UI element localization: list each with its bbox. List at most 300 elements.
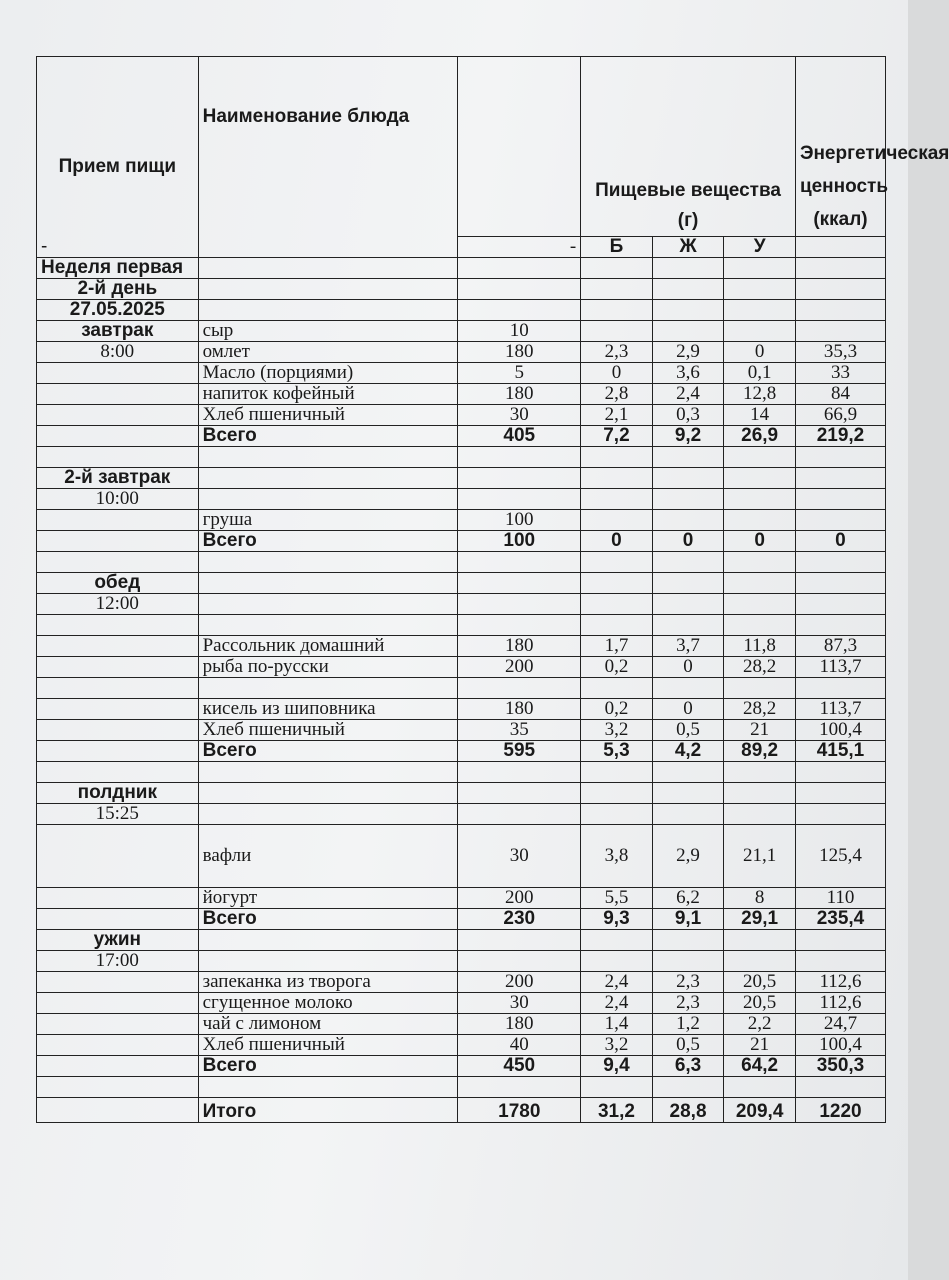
- empty-cell: [458, 552, 581, 573]
- empty-cell: [724, 468, 796, 489]
- table-row: [37, 1035, 886, 1056]
- week-row: [37, 258, 886, 279]
- dish-name: груша: [198, 510, 458, 531]
- dish-kcal: 113,7: [795, 657, 885, 678]
- dish-protein: 1,7: [581, 636, 653, 657]
- spacer-row: [37, 615, 886, 636]
- empty-cell: [37, 657, 199, 678]
- empty-cell: [37, 1098, 199, 1123]
- dish-carbs: 11,8: [724, 636, 796, 657]
- empty-cell: [37, 1077, 199, 1098]
- empty-cell: [37, 510, 199, 531]
- total-row: [37, 1056, 886, 1077]
- empty-cell: [198, 300, 458, 321]
- empty-cell: [581, 468, 653, 489]
- empty-cell: [458, 468, 581, 489]
- dish-kcal: 87,3: [795, 636, 885, 657]
- empty-cell: [652, 258, 724, 279]
- empty-cell: [795, 930, 885, 951]
- table-row: [37, 489, 886, 510]
- dish-protein: 2,3: [581, 342, 653, 363]
- empty-cell: [37, 699, 199, 720]
- dish-carbs: 21: [724, 720, 796, 741]
- empty-cell: [37, 1056, 199, 1077]
- dash-mark: -: [458, 236, 581, 257]
- dish-carbs: 14: [724, 405, 796, 426]
- dish-fat: 3,6: [652, 363, 724, 384]
- table-row: [37, 783, 886, 804]
- dish-carbs: 28,2: [724, 699, 796, 720]
- empty-cell: [581, 447, 653, 468]
- table-row: [37, 510, 886, 531]
- dish-protein: 1,4: [581, 1014, 653, 1035]
- dish-kcal: [795, 510, 885, 531]
- dish-protein: [581, 510, 653, 531]
- empty-cell: [581, 678, 653, 699]
- empty-cell: [724, 573, 796, 594]
- dish-carbs: 0,1: [724, 363, 796, 384]
- weight-column-header: [458, 57, 581, 237]
- empty-cell: [37, 552, 199, 573]
- dish-weight: 180: [458, 699, 581, 720]
- empty-cell: [795, 594, 885, 615]
- total-carbs: 0: [724, 531, 796, 552]
- dish-fat: 2,4: [652, 384, 724, 405]
- total-label: Всего: [198, 1056, 458, 1077]
- meal-time-snack: 15:25: [37, 804, 199, 825]
- empty-cell: [795, 468, 885, 489]
- dish-protein: 2,8: [581, 384, 653, 405]
- empty-cell: [37, 426, 199, 447]
- empty-cell: [795, 258, 885, 279]
- empty-cell: [458, 1077, 581, 1098]
- meal-title-breakfast: завтрак: [37, 321, 199, 342]
- table-row: [37, 594, 886, 615]
- empty-cell: [458, 573, 581, 594]
- empty-cell: [724, 951, 796, 972]
- total-protein: 5,3: [581, 741, 653, 762]
- empty-cell: [37, 615, 199, 636]
- dish-name: вафли: [198, 825, 458, 888]
- empty-cell: [198, 552, 458, 573]
- energy-title: Энергетическая ценность (ккал): [799, 142, 949, 230]
- dish-carbs: 2,2: [724, 1014, 796, 1035]
- carbs-header: У: [724, 236, 796, 257]
- dish-name: сыр: [198, 321, 458, 342]
- dish-name: Хлеб пшеничный: [198, 1035, 458, 1056]
- empty-cell: [724, 783, 796, 804]
- empty-cell: [652, 300, 724, 321]
- empty-cell: [37, 888, 199, 909]
- dish-fat: 2,9: [652, 825, 724, 888]
- header-row: [37, 57, 886, 237]
- empty-cell: [795, 678, 885, 699]
- empty-cell: [652, 762, 724, 783]
- empty-cell: [198, 279, 458, 300]
- table-row: [37, 636, 886, 657]
- empty-cell: [795, 1077, 885, 1098]
- empty-cell: [581, 930, 653, 951]
- empty-cell: [724, 489, 796, 510]
- total-kcal: 0: [795, 531, 885, 552]
- empty-cell: [581, 951, 653, 972]
- protein-header: Б: [581, 236, 653, 257]
- empty-cell: [458, 804, 581, 825]
- empty-cell: [652, 279, 724, 300]
- empty-cell: [37, 972, 199, 993]
- empty-cell: [724, 615, 796, 636]
- empty-cell: [458, 615, 581, 636]
- total-protein: 9,3: [581, 909, 653, 930]
- table-row: [37, 720, 886, 741]
- dish-weight: 180: [458, 636, 581, 657]
- dish-carbs: 20,5: [724, 972, 796, 993]
- empty-cell: [198, 615, 458, 636]
- empty-cell: [581, 552, 653, 573]
- empty-cell: [652, 930, 724, 951]
- empty-cell: [652, 552, 724, 573]
- dish-weight: 180: [458, 384, 581, 405]
- dish-name: йогурт: [198, 888, 458, 909]
- grand-total-carbs: 209,4: [724, 1098, 796, 1123]
- empty-cell: [37, 1014, 199, 1035]
- empty-cell: [458, 594, 581, 615]
- meal-time-lunch: 12:00: [37, 594, 199, 615]
- meal-title-lunch: обед: [37, 573, 199, 594]
- table-row: [37, 804, 886, 825]
- total-protein: 0: [581, 531, 653, 552]
- total-row: [37, 909, 886, 930]
- empty-cell: [37, 909, 199, 930]
- dish-fat: 3,7: [652, 636, 724, 657]
- empty-cell: [795, 804, 885, 825]
- meal-title-dinner: ужин: [37, 930, 199, 951]
- total-protein: 9,4: [581, 1056, 653, 1077]
- empty-cell: [581, 300, 653, 321]
- empty-cell: [581, 1077, 653, 1098]
- empty-cell: [581, 594, 653, 615]
- meal-time-breakfast: 8:00: [37, 342, 199, 363]
- empty-cell: [652, 594, 724, 615]
- empty-cell: [724, 447, 796, 468]
- empty-cell: [37, 720, 199, 741]
- menu-table: [36, 56, 949, 1123]
- dish-weight: 200: [458, 657, 581, 678]
- empty-cell: [37, 447, 199, 468]
- nutrients-title: Пищевые вещества (г): [595, 179, 781, 231]
- total-kcal: 350,3: [795, 1056, 885, 1077]
- empty-cell: [652, 468, 724, 489]
- empty-cell: [795, 552, 885, 573]
- dish-kcal: [795, 321, 885, 342]
- empty-cell: [458, 930, 581, 951]
- table-row: [37, 657, 886, 678]
- dish-name: Хлеб пшеничный: [198, 405, 458, 426]
- dish-weight: 5: [458, 363, 581, 384]
- total-label: Всего: [198, 531, 458, 552]
- empty-cell: [581, 615, 653, 636]
- table-row: [37, 888, 886, 909]
- empty-cell: [37, 741, 199, 762]
- empty-cell: [198, 930, 458, 951]
- dish-protein: 0,2: [581, 699, 653, 720]
- empty-cell: [37, 993, 199, 1014]
- dish-weight: 200: [458, 972, 581, 993]
- dish-name: запеканка из творога: [198, 972, 458, 993]
- day-label: 2-й день: [37, 279, 199, 300]
- dish-weight: 200: [458, 888, 581, 909]
- spacer-row: [37, 678, 886, 699]
- dish-protein: 5,5: [581, 888, 653, 909]
- empty-cell: [458, 447, 581, 468]
- empty-cell: [37, 384, 199, 405]
- dish-carbs: [724, 321, 796, 342]
- empty-cell: [458, 489, 581, 510]
- empty-cell: [37, 762, 199, 783]
- empty-cell: [724, 930, 796, 951]
- empty-cell: [795, 279, 885, 300]
- empty-cell: [198, 678, 458, 699]
- total-weight: 405: [458, 426, 581, 447]
- total-weight: 450: [458, 1056, 581, 1077]
- empty-cell: [198, 447, 458, 468]
- table-row: [37, 825, 886, 888]
- grand-total-label: Итого: [198, 1098, 458, 1123]
- dish-fat: 0: [652, 699, 724, 720]
- empty-cell: [458, 951, 581, 972]
- grand-total-kcal: 1220: [795, 1098, 885, 1123]
- dish-fat: 2,3: [652, 972, 724, 993]
- empty-cell: [198, 1077, 458, 1098]
- total-row: [37, 426, 886, 447]
- dish-weight: 40: [458, 1035, 581, 1056]
- dish-name: сгущенное молоко: [198, 993, 458, 1014]
- dish-kcal: 112,6: [795, 972, 885, 993]
- empty-cell: [581, 804, 653, 825]
- dish-kcal: 125,4: [795, 825, 885, 888]
- empty-cell: [795, 236, 885, 257]
- total-kcal: 235,4: [795, 909, 885, 930]
- total-fat: 9,2: [652, 426, 724, 447]
- total-carbs: 26,9: [724, 426, 796, 447]
- dish-protein: [581, 321, 653, 342]
- total-carbs: 89,2: [724, 741, 796, 762]
- empty-cell: [581, 489, 653, 510]
- dish-protein: 2,4: [581, 972, 653, 993]
- grand-total-row: [37, 1098, 886, 1123]
- day-row: [37, 279, 886, 300]
- spacer-row: [37, 762, 886, 783]
- empty-cell: [581, 783, 653, 804]
- table-row: [37, 1014, 886, 1035]
- empty-cell: [37, 825, 199, 888]
- empty-cell: [652, 489, 724, 510]
- dish-weight: 10: [458, 321, 581, 342]
- dash-mark: -: [41, 236, 48, 257]
- dish-name: рыба по-русски: [198, 657, 458, 678]
- empty-cell: [198, 573, 458, 594]
- dish-fat: 0,3: [652, 405, 724, 426]
- empty-cell: [652, 783, 724, 804]
- dish-weight: 35: [458, 720, 581, 741]
- table-row: [37, 993, 886, 1014]
- dish-fat: 0,5: [652, 1035, 724, 1056]
- empty-cell: [458, 762, 581, 783]
- empty-cell: [198, 804, 458, 825]
- total-fat: 9,1: [652, 909, 724, 930]
- empty-cell: [458, 783, 581, 804]
- empty-cell: [37, 405, 199, 426]
- dish-carbs: 12,8: [724, 384, 796, 405]
- empty-cell: [724, 762, 796, 783]
- empty-cell: [37, 636, 199, 657]
- dish-name: кисель из шиповника: [198, 699, 458, 720]
- dish-weight: 180: [458, 1014, 581, 1035]
- dish-fat: 1,2: [652, 1014, 724, 1035]
- empty-cell: [724, 552, 796, 573]
- table-row: [37, 405, 886, 426]
- empty-cell: [795, 300, 885, 321]
- empty-cell: [724, 1077, 796, 1098]
- empty-cell: [458, 279, 581, 300]
- table-row: [37, 468, 886, 489]
- meal-title-snack: полдник: [37, 783, 199, 804]
- table-row: [37, 699, 886, 720]
- grand-total-protein: 31,2: [581, 1098, 653, 1123]
- dish-fat: 2,9: [652, 342, 724, 363]
- dish-kcal: 35,3: [795, 342, 885, 363]
- dish-weight: 100: [458, 510, 581, 531]
- dish-protein: 2,1: [581, 405, 653, 426]
- dish-kcal: 84: [795, 384, 885, 405]
- dish-carbs: 8: [724, 888, 796, 909]
- total-kcal: 219,2: [795, 426, 885, 447]
- dish-kcal: 110: [795, 888, 885, 909]
- spacer-row: [37, 447, 886, 468]
- total-label: Всего: [198, 741, 458, 762]
- empty-cell: [652, 1077, 724, 1098]
- total-fat: 4,2: [652, 741, 724, 762]
- dish-name: омлет: [198, 342, 458, 363]
- empty-cell: [724, 279, 796, 300]
- dish-kcal: 100,4: [795, 720, 885, 741]
- empty-cell: [795, 951, 885, 972]
- total-label: Всего: [198, 426, 458, 447]
- empty-cell: [652, 573, 724, 594]
- empty-cell: [724, 594, 796, 615]
- total-weight: 100: [458, 531, 581, 552]
- meal-title-second-breakfast: 2-й завтрак: [37, 468, 199, 489]
- table-row: [37, 573, 886, 594]
- dish-name: Масло (порциями): [198, 363, 458, 384]
- empty-cell: [652, 951, 724, 972]
- dish-kcal: 100,4: [795, 1035, 885, 1056]
- empty-cell: [198, 762, 458, 783]
- dish-protein: 3,2: [581, 1035, 653, 1056]
- total-row: [37, 741, 886, 762]
- dish-name: напиток кофейный: [198, 384, 458, 405]
- empty-cell: [458, 258, 581, 279]
- dish-kcal: 24,7: [795, 1014, 885, 1035]
- empty-cell: [198, 489, 458, 510]
- dish-weight: 30: [458, 825, 581, 888]
- total-fat: 6,3: [652, 1056, 724, 1077]
- dish-name: чай с лимоном: [198, 1014, 458, 1035]
- dish-fat: [652, 510, 724, 531]
- empty-cell: [795, 783, 885, 804]
- dish-weight: 30: [458, 993, 581, 1014]
- dish-fat: 6,2: [652, 888, 724, 909]
- energy-header: [795, 57, 949, 237]
- dish-kcal: 112,6: [795, 993, 885, 1014]
- empty-cell: [795, 615, 885, 636]
- dish-protein: 0,2: [581, 657, 653, 678]
- empty-cell: [198, 951, 458, 972]
- dish-protein: 0: [581, 363, 653, 384]
- dish-name: Рассольник домашний: [198, 636, 458, 657]
- nutrients-header: [581, 57, 796, 237]
- empty-cell: [581, 762, 653, 783]
- empty-cell: [581, 573, 653, 594]
- empty-cell: [795, 573, 885, 594]
- dish-column-header: [198, 57, 458, 258]
- empty-cell: [724, 258, 796, 279]
- table-row: [37, 972, 886, 993]
- dish-fat: 2,3: [652, 993, 724, 1014]
- total-weight: 230: [458, 909, 581, 930]
- dish-column-label: Наименование блюда: [202, 106, 410, 127]
- total-protein: 7,2: [581, 426, 653, 447]
- dish-weight: 180: [458, 342, 581, 363]
- empty-cell: [795, 447, 885, 468]
- empty-cell: [37, 1035, 199, 1056]
- meal-column-header: [37, 57, 199, 258]
- dish-weight: 30: [458, 405, 581, 426]
- dish-carbs: 20,5: [724, 993, 796, 1014]
- empty-cell: [458, 300, 581, 321]
- empty-cell: [37, 363, 199, 384]
- dish-name: Хлеб пшеничный: [198, 720, 458, 741]
- empty-cell: [795, 489, 885, 510]
- fat-header: Ж: [652, 236, 724, 257]
- dish-carbs: 21,1: [724, 825, 796, 888]
- empty-cell: [652, 804, 724, 825]
- dish-carbs: 0: [724, 342, 796, 363]
- date-row: [37, 300, 886, 321]
- empty-cell: [198, 258, 458, 279]
- empty-cell: [198, 783, 458, 804]
- empty-cell: [581, 279, 653, 300]
- meal-time-second-breakfast: 10:00: [37, 489, 199, 510]
- empty-cell: [581, 258, 653, 279]
- dish-carbs: [724, 510, 796, 531]
- empty-cell: [37, 531, 199, 552]
- total-kcal: 415,1: [795, 741, 885, 762]
- dish-protein: 3,2: [581, 720, 653, 741]
- spacer-row: [37, 552, 886, 573]
- week-label: Неделя первая: [37, 258, 199, 279]
- table-row: [37, 363, 886, 384]
- empty-cell: [652, 678, 724, 699]
- dish-carbs: 21: [724, 1035, 796, 1056]
- empty-cell: [795, 762, 885, 783]
- dish-fat: 0: [652, 657, 724, 678]
- table-row: [37, 930, 886, 951]
- table-row: [37, 342, 886, 363]
- dish-fat: [652, 321, 724, 342]
- total-carbs: 64,2: [724, 1056, 796, 1077]
- empty-cell: [37, 678, 199, 699]
